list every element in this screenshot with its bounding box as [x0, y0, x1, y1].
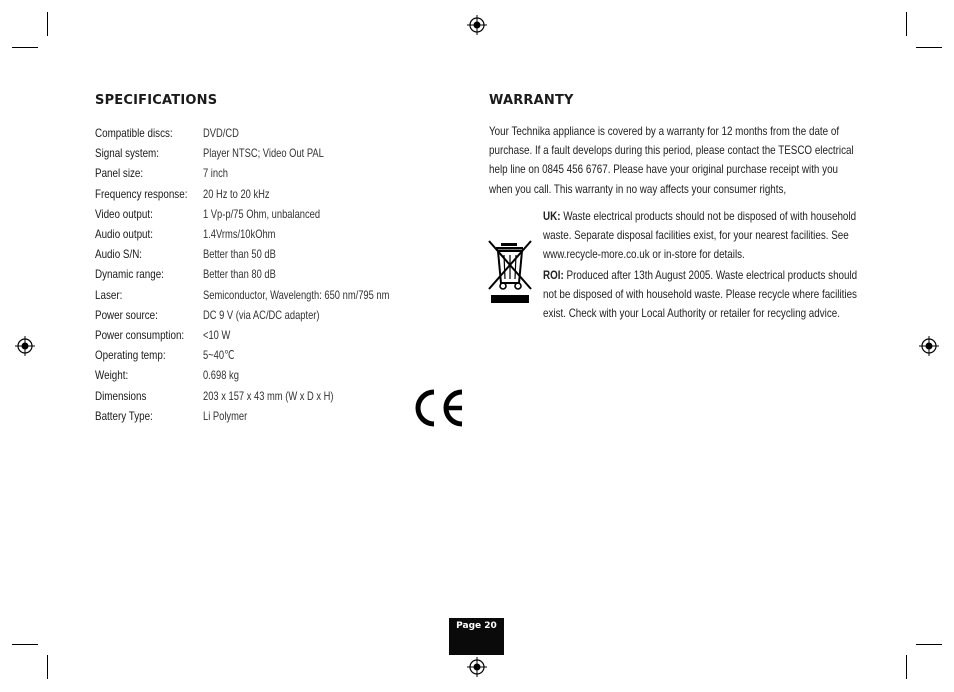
spec-row	[95, 264, 442, 284]
spec-label: Operating temp:	[95, 348, 166, 363]
warranty-intro: Your Technika appliance is covered by a warranty for 12 months from the date of purchase. If a fault develops during this period, please contact the TESCO electrical help line on 0845 456 6767. Please have your original purchase receipt with you when you call. This warranty in no way affects your consumer rights,	[489, 124, 854, 196]
crop-mark	[906, 12, 907, 36]
warranty-roi-disposal	[543, 266, 860, 324]
spec-label: Weight:	[95, 368, 129, 383]
crop-mark	[906, 655, 907, 679]
crop-mark	[12, 47, 38, 48]
spec-value: Li Polymer	[203, 408, 248, 423]
spec-value: 203 x 157 x 43 mm (W x D x H)	[203, 388, 334, 403]
crossed-out-wheelie-bin-icon	[487, 239, 533, 305]
spec-row	[95, 325, 442, 345]
specifications-table	[95, 123, 442, 426]
spec-row	[95, 345, 442, 365]
spec-row	[95, 123, 442, 143]
crop-mark	[47, 12, 48, 36]
spec-row	[95, 385, 442, 405]
spec-label: Audio S/N:	[95, 247, 143, 262]
spec-value: 5~40℃	[203, 348, 235, 363]
registration-mark-icon	[919, 336, 939, 356]
warranty-heading: WARRANTY	[489, 93, 574, 108]
registration-mark-icon	[15, 336, 35, 356]
spec-value: Better than 50 dB	[203, 247, 276, 262]
spec-row	[95, 224, 442, 244]
uk-label: UK:	[543, 209, 561, 223]
spec-label: Power source:	[95, 307, 158, 322]
spec-label: Frequency response:	[95, 186, 188, 201]
crop-mark	[916, 644, 942, 645]
spec-row	[95, 204, 442, 224]
crop-mark	[47, 655, 48, 679]
ce-mark-icon	[410, 388, 466, 428]
spec-row	[95, 143, 442, 163]
spec-row	[95, 406, 442, 426]
uk-text: Waste electrical products should not be disposed of with household waste. Separate disposal facilities exist, for your nearest facilities. See www.recycle-more.co.uk or in-store for details.	[543, 209, 857, 262]
spec-row	[95, 305, 442, 325]
specifications-heading: SPECIFICATIONS	[95, 93, 218, 108]
spec-label: Compatible discs:	[95, 126, 173, 141]
spec-value: DVD/CD	[203, 126, 239, 141]
crop-mark	[12, 644, 38, 645]
spec-value: <10 W	[203, 327, 231, 342]
spec-value: 1 Vp-p/75 Ohm, unbalanced	[203, 206, 321, 221]
spec-value: DC 9 V (via AC/DC adapter)	[203, 307, 320, 322]
spec-row	[95, 163, 442, 183]
spec-value: Semiconductor, Wavelength: 650 nm/795 nm	[203, 287, 390, 302]
spec-label: Signal system:	[95, 146, 159, 161]
spec-value: 1.4Vrms/10kOhm	[203, 227, 276, 242]
spec-value: 7 inch	[203, 166, 228, 181]
registration-mark-icon	[467, 657, 487, 677]
spec-label: Video output:	[95, 206, 153, 221]
spec-value: Better than 80 dB	[203, 267, 276, 282]
spec-row	[95, 365, 442, 385]
spec-row	[95, 184, 442, 204]
registration-mark-icon	[467, 15, 487, 35]
crop-mark	[916, 47, 942, 48]
spec-row	[95, 244, 442, 264]
spec-row	[95, 285, 442, 305]
spec-label: Battery Type:	[95, 408, 153, 423]
warranty-uk-disposal	[543, 207, 860, 265]
spec-label: Dynamic range:	[95, 267, 164, 282]
roi-label: ROI:	[543, 268, 564, 282]
spec-label: Panel size:	[95, 166, 144, 181]
spec-label: Audio output:	[95, 227, 154, 242]
spec-label: Dimensions	[95, 388, 147, 403]
spec-value: 0.698 kg	[203, 368, 239, 383]
spec-label: Laser:	[95, 287, 123, 302]
spec-value: 20 Hz to 20 kHz	[203, 186, 270, 201]
page-number-badge: Page 20	[449, 618, 504, 655]
spec-value: Player NTSC; Video Out PAL	[203, 146, 324, 161]
spec-label: Power consumption:	[95, 327, 185, 342]
roi-text: Produced after 13th August 2005. Waste electrical products should not be disposed of with household waste. Please recycle where facilities exist. Check with your Local Authority or retailer for recycling advice.	[543, 268, 858, 321]
